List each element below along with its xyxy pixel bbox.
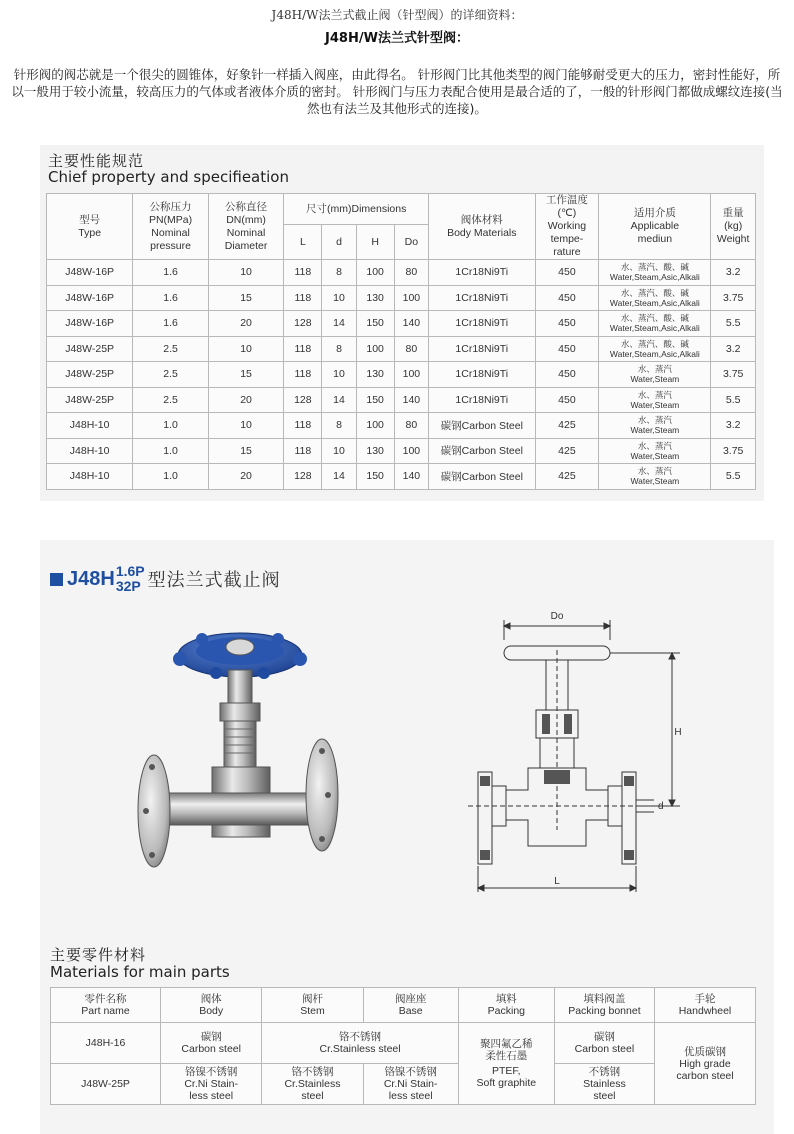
cell-pn: 2.5 (133, 387, 209, 413)
right-flange-icon (306, 739, 338, 851)
col-media: 适用介质 Applicable mediun (599, 194, 711, 260)
cell-weight: 5.5 (711, 387, 756, 413)
cell-l: 118 (284, 336, 322, 362)
cell-h: 100 (356, 260, 394, 286)
cell-d: 14 (322, 464, 356, 490)
cell-weight: 5.5 (711, 311, 756, 337)
cell-do: 80 (394, 413, 428, 439)
dim-H-label: H (674, 727, 682, 738)
cell-temp: 450 (535, 387, 599, 413)
left-flange-icon (138, 755, 170, 867)
cell-l: 118 (284, 362, 322, 388)
cell-temp: 425 (535, 438, 599, 464)
parts-header-body: 阀体 Body (161, 988, 262, 1023)
parts-title-cn: 主要零件材料 (50, 946, 147, 964)
table-row (47, 438, 756, 464)
cell-mat: 1Cr18Ni9Ti (429, 260, 535, 286)
spec-table (46, 193, 756, 490)
cell-weight: 3.75 (711, 362, 756, 388)
cell-type: J48W-16P (47, 260, 133, 286)
cell-d: 14 (322, 387, 356, 413)
cell-type: J48H-10 (47, 464, 133, 490)
cell-h: 130 (356, 362, 394, 388)
cell-do: 80 (394, 336, 428, 362)
cell-weight: 3.75 (711, 285, 756, 311)
cell-temp: 450 (535, 311, 599, 337)
cell-mat: 碳钢Carbon Steel (429, 413, 535, 439)
cell-temp: 450 (535, 285, 599, 311)
col-material: 阀体材料 Body Materials (429, 194, 535, 260)
cell-h: 150 (356, 387, 394, 413)
valve-photo (132, 615, 352, 895)
cell-weight: 3.2 (711, 260, 756, 286)
cell-dn: 15 (208, 285, 283, 311)
cell-h: 150 (356, 464, 394, 490)
table-row (47, 413, 756, 439)
cell-d: 10 (322, 285, 356, 311)
table-row (47, 311, 756, 337)
parts-row2-stem: 铬不锈钢 Cr.Stainless steel (262, 1064, 363, 1105)
table-row (47, 336, 756, 362)
cell-d: 8 (322, 336, 356, 362)
cell-pn: 1.6 (133, 311, 209, 337)
cell-do: 140 (394, 464, 428, 490)
cell-temp: 450 (535, 362, 599, 388)
parts-packing: 聚四氟乙稀 柔性石墨 PTEF, Soft graphite (458, 1023, 554, 1105)
table-row (47, 260, 756, 286)
product-title (50, 562, 281, 596)
cell-media: 水、蒸汽 Water,Steam (599, 413, 711, 439)
cell-dn: 15 (208, 362, 283, 388)
cell-mat: 1Cr18Ni9Ti (429, 336, 535, 362)
cell-weight: 5.5 (711, 464, 756, 490)
cell-weight: 3.2 (711, 336, 756, 362)
spec-table-body (47, 260, 756, 490)
parts-row1-stem-base: 铬不锈钢 Cr.Stainless steel (262, 1023, 458, 1064)
parts-row2-body: 铬镍不锈钢 Cr.Ni Stain- less steel (161, 1064, 262, 1105)
cell-type: J48W-16P (47, 311, 133, 337)
parts-header-handwheel: 手轮 Handwheel (654, 988, 755, 1023)
spec-title-cn: 主要性能规范 (48, 152, 145, 170)
cell-type: J48W-16P (47, 285, 133, 311)
cell-l: 128 (284, 387, 322, 413)
cell-dn: 10 (208, 413, 283, 439)
table-row (47, 464, 756, 490)
cell-mat: 1Cr18Ni9Ti (429, 362, 535, 388)
cell-l: 118 (284, 413, 322, 439)
cell-l: 118 (284, 285, 322, 311)
cell-media: 水、蒸汽、酸、碱 Water,Steam,Asic,Alkali (599, 260, 711, 286)
product-sub: 32P (115, 578, 141, 594)
cell-media: 水、蒸汽 Water,Steam (599, 387, 711, 413)
product-name: 型法兰式截止阀 (147, 570, 281, 591)
cell-d: 10 (322, 362, 356, 388)
cell-type: J48W-25P (47, 336, 133, 362)
cell-h: 100 (356, 336, 394, 362)
cell-l: 128 (284, 311, 322, 337)
cell-temp: 425 (535, 413, 599, 439)
cell-h: 130 (356, 285, 394, 311)
cell-media: 水、蒸汽 Water,Steam (599, 438, 711, 464)
cell-d: 10 (322, 438, 356, 464)
cell-temp: 425 (535, 464, 599, 490)
cell-media: 水、蒸汽 Water,Steam (599, 362, 711, 388)
cell-d: 14 (322, 311, 356, 337)
col-dimensions: 尺寸(mm)Dimensions (284, 194, 429, 225)
page-header-line1: J48H/W法兰式截止阀（针型阀）的详细资料： (271, 8, 523, 22)
cell-do: 100 (394, 285, 428, 311)
col-diameter: 公称直径 DN(mm) Nominal Diameter (208, 194, 283, 260)
title-square-icon (50, 573, 63, 586)
parts-table (50, 987, 756, 1105)
cell-d: 8 (322, 260, 356, 286)
cell-mat: 1Cr18Ni9Ti (429, 285, 535, 311)
cell-weight: 3.75 (711, 438, 756, 464)
cell-pn: 1.0 (133, 438, 209, 464)
cell-h: 150 (356, 311, 394, 337)
cell-type: J48H-10 (47, 413, 133, 439)
parts-row2-base: 铬镍不锈钢 Cr.Ni Stain- less steel (363, 1064, 458, 1105)
col-weight: 重量 (kg) Weight (711, 194, 756, 260)
parts-header-name: 零件名称 Part name (51, 988, 161, 1023)
parts-header-stem: 阀杆 Stem (262, 988, 363, 1023)
cell-dn: 15 (208, 438, 283, 464)
cell-pn: 2.5 (133, 336, 209, 362)
parts-title-en: Materials for main parts (50, 963, 230, 981)
col-pressure: 公称压力 PN(MPa) Nominal pressure (133, 194, 209, 260)
cell-mat: 1Cr18Ni9Ti (429, 311, 535, 337)
cell-do: 140 (394, 387, 428, 413)
parts-header-packing: 填料 Packing (458, 988, 554, 1023)
table-row (47, 362, 756, 388)
cell-pn: 1.6 (133, 285, 209, 311)
parts-handwheel: 优质碳钢 High grade carbon steel (654, 1023, 755, 1105)
product-model: J48H (67, 567, 115, 590)
col-temp: 工作温度 (℃) Working tempe- rature (535, 194, 599, 260)
parts-row2-bonnet: 不锈钢 Stainless steel (554, 1064, 654, 1105)
cell-pn: 1.0 (133, 413, 209, 439)
cell-d: 8 (322, 413, 356, 439)
cell-dn: 10 (208, 260, 283, 286)
cell-do: 100 (394, 438, 428, 464)
cell-l: 128 (284, 464, 322, 490)
product-pressure-stack (116, 564, 145, 594)
parts-row1-body: 碳钢 Carbon steel (161, 1023, 262, 1064)
cell-l: 118 (284, 260, 322, 286)
cell-dn: 20 (208, 311, 283, 337)
cell-type: J48H-10 (47, 438, 133, 464)
parts-row2-name: J48W-25P (51, 1064, 161, 1105)
cell-temp: 450 (535, 336, 599, 362)
cell-pn: 1.0 (133, 464, 209, 490)
cell-mat: 碳钢Carbon Steel (429, 464, 535, 490)
product-sup: 1.6P (115, 563, 145, 579)
cell-dn: 20 (208, 387, 283, 413)
intro-paragraph: 针形阀的阀芯就是一个很尖的圆锥体，好象针一样插入阀座，由此得名。 针形阀门比其他类型的阀门能够耐受更大的压力，密封性能好，所以一般用于较小流量，较高压力的气体或者液体介质的密封。 针形阀门与压力表配合使用是最合适的了，一般的针形阀门都做成螺纹连接(当然也有法兰及其他形式的连接)。 (11, 67, 783, 116)
cell-h: 100 (356, 413, 394, 439)
cell-do: 140 (394, 311, 428, 337)
cell-media: 水、蒸汽、酸、碱 Water,Steam,Asic,Alkali (599, 311, 711, 337)
cell-type: J48W-25P (47, 362, 133, 388)
cell-h: 130 (356, 438, 394, 464)
page-header-line2: J48H/W法兰式针型阀： (325, 31, 469, 46)
cell-media: 水、蒸汽 Water,Steam (599, 464, 711, 490)
table-row (47, 387, 756, 413)
cell-do: 80 (394, 260, 428, 286)
cell-dn: 20 (208, 464, 283, 490)
parts-row1-bonnet: 碳钢 Carbon steel (554, 1023, 654, 1064)
dim-L-label: L (554, 876, 560, 887)
table-row (47, 285, 756, 311)
col-Do: Do (394, 225, 428, 260)
cell-media: 水、蒸汽、酸、碱 Water,Steam,Asic,Alkali (599, 285, 711, 311)
cell-dn: 10 (208, 336, 283, 362)
cell-weight: 3.2 (711, 413, 756, 439)
dim-Do-label: Do (550, 611, 564, 622)
cell-type: J48W-25P (47, 387, 133, 413)
cell-pn: 1.6 (133, 260, 209, 286)
col-L: L (284, 225, 322, 260)
cell-pn: 2.5 (133, 362, 209, 388)
parts-header-bonnet: 填料阀盖 Packing bonnet (554, 988, 654, 1023)
col-d: d (322, 225, 356, 260)
cell-media: 水、蒸汽、酸、碱 Water,Steam,Asic,Alkali (599, 336, 711, 362)
parts-header-base: 阀座座 Base (363, 988, 458, 1023)
valve-drawing (458, 610, 686, 910)
cell-mat: 碳钢Carbon Steel (429, 438, 535, 464)
cell-mat: 1Cr18Ni9Ti (429, 387, 535, 413)
dim-d-label: d (658, 801, 664, 812)
spec-title-en: Chief property and specifieation (48, 168, 289, 186)
cell-l: 118 (284, 438, 322, 464)
col-type: 型号 Type (47, 194, 133, 260)
parts-row1-name: J48H-16 (51, 1023, 161, 1064)
col-H: H (356, 225, 394, 260)
cell-do: 100 (394, 362, 428, 388)
cell-temp: 450 (535, 260, 599, 286)
